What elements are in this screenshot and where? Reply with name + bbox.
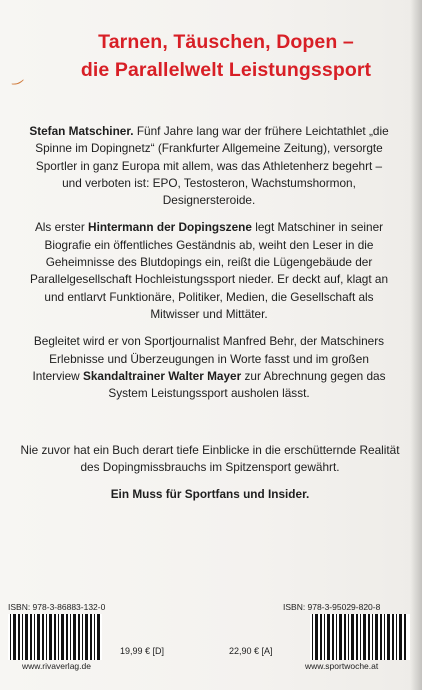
barcode-bar [58,614,59,660]
barcode-bar [70,614,71,660]
paragraph-1-text: Fünf Jahre lang war der frühere Leichtathlet „die Spinne im Dopingnetz“ (Frankfurter Allgemeine Zeitung), versorgte Sportler in ganz Europa mit allem, was das Athletenherz begehrt – und verboten ist: EPO, Testosteron, Wachstumshormon, Designersteroide. [35,124,389,208]
blurb-body [28,123,390,412]
barcode-bar [332,614,334,660]
barcode-bar [78,614,80,660]
barcode-bar [94,614,95,660]
cover-edge-shadow [410,0,422,690]
closing-tagline: Ein Muss für Sportfans und Insider. [110,486,310,501]
barcode-bar [360,614,361,660]
paragraph-3-bold: Skandaltrainer Walter Mayer [82,368,242,383]
barcode-right-bars [310,614,410,660]
barcode-bar [34,614,35,660]
headline [30,28,422,84]
barcode-right [310,614,410,660]
barcode-bar [339,614,342,660]
barcode-bar [351,614,354,660]
barcode-bar [312,614,313,660]
isbn-right: ISBN: 978-3-95029-820-8 [283,602,381,612]
barcode-bar [399,614,402,660]
isbn-left: ISBN: 978-3-86883-132-0 [8,602,106,612]
price-right: 22,90 € [A] [229,646,273,656]
barcode-bar [90,614,92,660]
barcode-bar [46,614,47,660]
barcode-bar [30,614,32,660]
closing-text: Nie zuvor hat ein Buch derart tiefe Einblicke in die erschütternde Realität des Dopingmissbrauchs im Spitzensport gewährt. [20,443,400,475]
barcode-bar [344,614,346,660]
barcode-bar [49,614,52,660]
paragraph-2 [28,219,390,323]
barcode-bar [348,614,349,660]
barcode-bar [336,614,337,660]
barcode-bar [315,614,318,660]
barcode-bar [82,614,83,660]
barcode-bar [97,614,100,660]
barcode-bar [85,614,88,660]
barcode-bar [372,614,373,660]
barcode-left [8,614,102,660]
ink-mark: ‿ [7,66,24,86]
barcode-bar [54,614,56,660]
barcode-bar [324,614,325,660]
barcode-bar [61,614,64,660]
paragraph-2-pre: Als erster [34,220,89,235]
barcode-bar [396,614,397,660]
barcode-bar [356,614,358,660]
barcode-bar [18,614,20,660]
barcode-bar [404,614,406,660]
barcode-bar [375,614,378,660]
barcode-bar [66,614,68,660]
paragraph-2-post: legt Matschiner in seiner Biografie ein öffentliches Geständnis ab, weiht den Leser in die Geheimnisse des Blutdopings ein, reißt die Lügengebäude der Parallelgesellschaft Hochleistungssport nieder. Er deckt auf, klagt an und entlarvt Funktionäre, Politiker, Medien, die Gesellschaft als Mitwisser und Mittäter. [29,220,389,321]
barcode-bar [387,614,390,660]
paragraph-1 [28,123,390,209]
barcode-bar [384,614,385,660]
closing-block [20,442,400,503]
paragraph-1-lead: Stefan Matschiner. [29,124,134,138]
url-right: www.sportwoche.at [305,661,379,671]
barcode-bar [73,614,76,660]
barcode-bar [327,614,330,660]
barcode-bar [25,614,28,660]
paragraph-3 [28,333,390,402]
paragraph-3-pre: Begleitet wird er von Sportjournalist Manfred Behr, der Matschiners Erlebnisse und Überzeugungen in Worte fasst und im großen Interview [32,334,385,383]
headline-line-2: die Parallelwelt Leistungssport [80,59,372,81]
barcode-bar [13,614,16,660]
paragraph-3-post: zur Abrechnung gegen das System Leistungssport ausholen lässt. [108,368,386,401]
barcode-bar [320,614,322,660]
headline-line-1: Tarnen, Täuschen, Dopen – [98,31,354,53]
url-left: www.rivaverlag.de [22,661,91,671]
barcode-bar [22,614,23,660]
barcode-bar [37,614,40,660]
barcode-bar [363,614,366,660]
barcode-bar [368,614,370,660]
barcode-bar [42,614,44,660]
barcode-bar [10,614,11,660]
paragraph-2-bold: Hintermann der Dopingszene [88,220,252,235]
barcode-bar [380,614,382,660]
barcode-left-bars [8,614,102,660]
barcode-bar [392,614,394,660]
price-left: 19,99 € [D] [120,646,165,656]
